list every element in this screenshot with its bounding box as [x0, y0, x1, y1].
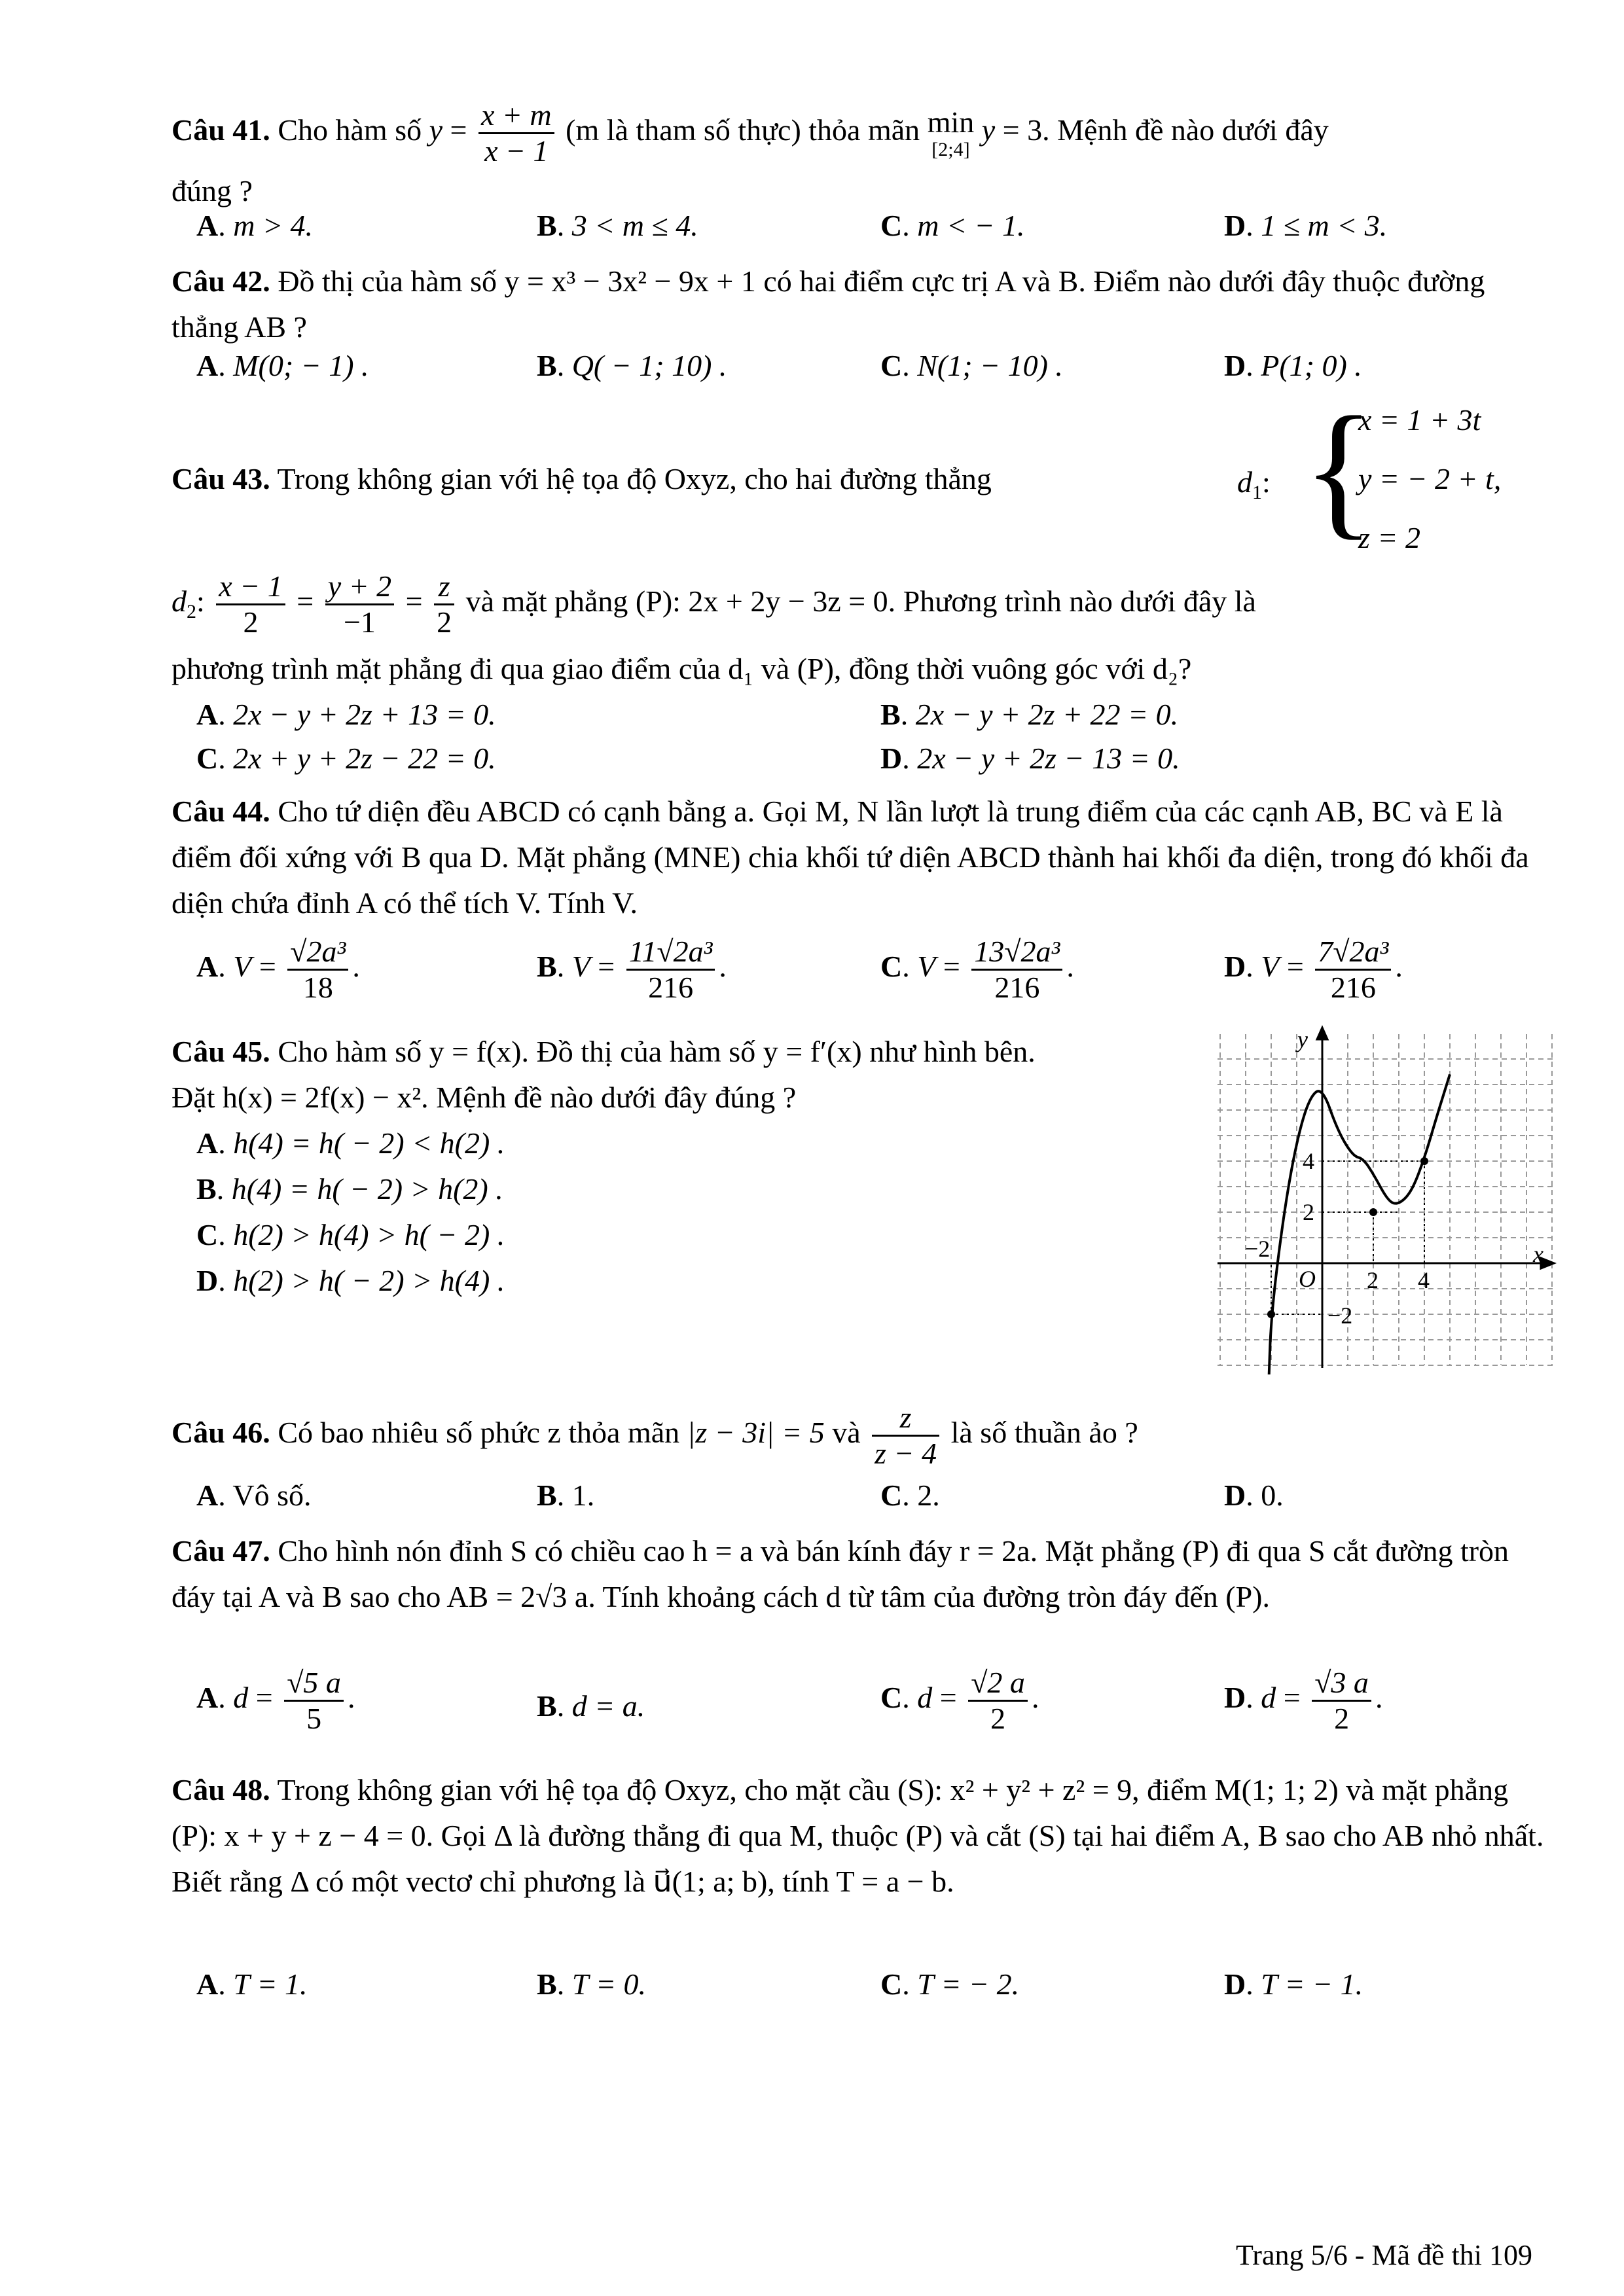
axis-arrows	[1317, 1028, 1554, 1268]
option-b[interactable]: B. V = $\frac{\text{11√2a³}}{216}$ .	[537, 935, 727, 1004]
option-a[interactable]: A. m > 4.	[196, 209, 313, 242]
option-d[interactable]: D. d = $\frac{√3 a}{2}$ .	[1224, 1666, 1383, 1735]
option-b[interactable]: B. 1.	[537, 1479, 595, 1512]
option-c[interactable]: C. 2x + y + 2z − 22 = 0.	[196, 742, 496, 775]
y-axis-label: y	[1297, 1026, 1308, 1052]
question-47: Câu 47. Cho hình nón đỉnh S có chiều cao h = a và bán kính đáy r = 2a. Mặt phẳng (P) đi qua S cắt đường tròn đáy tại A và B sao cho AB = 2√3 a. Tính khoảng cách d từ tâm của đường tròn đáy đến (P).	[171, 1534, 1509, 1613]
fprime-curve	[1269, 1074, 1450, 1374]
system-brace: {	[1303, 386, 1375, 552]
derivative-graph	[1218, 1021, 1558, 1374]
options-47	[196, 1666, 1545, 1757]
option-d[interactable]: D. 1 ≤ m < 3.	[1224, 209, 1388, 242]
tick-label-x-neg2: −2	[1245, 1236, 1271, 1262]
question-41: Câu 41. Cho hàm số y = $\frac{x + m}{x - 1}$ (m là tham số thực) thỏa mãn min [2;4] y = 3. Mệnh đề nào dưới đây đúng ?	[171, 98, 1329, 207]
option-c[interactable]: C. N(1; − 10) .	[880, 349, 1063, 382]
x-axis-label: x	[1533, 1241, 1543, 1267]
option-a[interactable]: A. T = 1.	[196, 1967, 308, 2001]
options-48	[196, 1967, 1545, 2013]
marked-point	[1369, 1208, 1377, 1216]
option-b[interactable]: B. h(4) = h( − 2) > h(2) .	[196, 1172, 503, 1206]
option-a[interactable]: A. Vô số.	[196, 1479, 312, 1512]
tick-label-x2: 2	[1367, 1267, 1379, 1293]
option-b[interactable]: B. 3 < m ≤ 4.	[537, 209, 698, 242]
question-43-line2: $d_2$: $\frac{x - 1}{2}$ = $\frac{y + 2}{-1}$ = $\frac{z}{2}$ và mặt phẳng (P): 2x + 2y − 3z = 0. Phương trình nào dưới đây là	[171, 569, 1256, 639]
option-c[interactable]: C. m < − 1.	[880, 209, 1025, 242]
option-d[interactable]: D. 2x − y + 2z − 13 = 0.	[880, 742, 1180, 775]
question-46: Câu 46. Có bao nhiêu số phức z thỏa mãn |z − 3i| = 5 và $\frac{z}{z - 4}$ là số thuần ảo ?	[171, 1401, 1138, 1470]
option-a[interactable]: A. M(0; − 1) .	[196, 349, 369, 382]
option-d[interactable]: D. V = $\frac{\text{7√2a³}}{216}$ .	[1224, 935, 1403, 1004]
option-b[interactable]: B. Q( − 1; 10) .	[537, 349, 727, 382]
option-d[interactable]: D. T = − 1.	[1224, 1967, 1363, 2001]
tick-label-y2: 2	[1303, 1199, 1314, 1225]
options-44	[196, 935, 1545, 1026]
d1-label: $d_1$:	[1237, 465, 1271, 503]
options-41	[196, 208, 1545, 254]
system-line-2: y = − 2 + t,	[1358, 462, 1502, 495]
options-43-row1	[196, 697, 1545, 743]
option-c[interactable]: C. 2.	[880, 1479, 940, 1512]
option-b[interactable]: B. 2x − y + 2z + 22 = 0.	[880, 698, 1179, 731]
option-a[interactable]: A. h(4) = h( − 2) < h(2) .	[196, 1126, 505, 1160]
option-a[interactable]: A. 2x − y + 2z + 13 = 0.	[196, 698, 496, 731]
option-a[interactable]: A. d = $\frac{√5 a}{5}$ .	[196, 1666, 355, 1735]
option-b[interactable]: B. d = a.	[537, 1689, 645, 1723]
option-d[interactable]: D. 0.	[1224, 1479, 1284, 1512]
page-footer: Trang 5/6 - Mã đề thi 109	[1235, 2239, 1532, 2271]
fraction: $\frac{x + m}{x - 1}$	[478, 98, 554, 168]
option-c[interactable]: C. d = $\frac{√2 a}{2}$ .	[880, 1666, 1039, 1735]
options-43-row2	[196, 741, 1545, 787]
marked-point	[1267, 1310, 1275, 1318]
option-c[interactable]: C. V = $\frac{\text{13√2a³}}{216}$ .	[880, 935, 1074, 1004]
option-c[interactable]: C. T = − 2.	[880, 1967, 1020, 2001]
system-line-3: z = 2	[1358, 521, 1420, 554]
system-line-1: x = 1 + 3t	[1358, 403, 1481, 437]
option-d[interactable]: D. P(1; 0) .	[1224, 349, 1362, 382]
question-44: Câu 44. Cho tứ diện đều ABCD có cạnh bằng a. Gọi M, N lần lượt là trung điểm của các cạnh AB, BC và E là điểm đối xứng với B qua D. Mặt phẳng (MNE) chia khối tứ diện ABCD thành hai khối đa diện, trong đó khối đa diện chứa đỉnh A có thể tích V. Tính V.	[171, 795, 1529, 920]
question-48: Câu 48. Trong không gian với hệ tọa độ Oxyz, cho mặt cầu (S): x² + y² + z² = 9, điểm M(1; 1; 2) và mặt phẳng (P): x + y + z − 4 = 0. Gọi Δ là đường thẳng đi qua M, thuộc (P) và cắt (S) tại hai điểm A, B sao cho AB nhỏ nhất. Biết rằng Δ có một vectơ chỉ phương là u⃗(1; a; b), tính T = a − b.	[171, 1773, 1544, 1898]
marked-point	[1420, 1157, 1428, 1165]
tick-label-x4: 4	[1418, 1267, 1430, 1293]
question-45-line1: Câu 45. Cho hàm số y = f(x). Đồ thị của hàm số y = f′(x) như hình bên.	[171, 1035, 1036, 1068]
option-d[interactable]: D. h(2) > h( − 2) > h(4) .	[196, 1264, 505, 1297]
origin-label: O	[1299, 1266, 1316, 1292]
option-c[interactable]: C. h(2) > h(4) > h( − 2) .	[196, 1218, 505, 1251]
question-45-line2: Đặt h(x) = 2f(x) − x². Mệnh đề nào dưới đây đúng ?	[171, 1081, 797, 1114]
option-a[interactable]: A. V = $\frac{\text{√2a³}}{18}$ .	[196, 935, 360, 1004]
option-b[interactable]: B. T = 0.	[537, 1967, 646, 2001]
options-46	[196, 1478, 1545, 1524]
question-43-line3: phương trình mặt phẳng đi qua giao điểm của d₁ và (P), đồng thời vuông góc với d₂?	[171, 652, 1192, 685]
tick-label-y4: 4	[1303, 1148, 1314, 1174]
axis-lines	[1218, 1029, 1551, 1368]
question-42: Câu 42. Đồ thị của hàm số y = x³ − 3x² − 9x + 1 có hai điểm cực trị A và B. Điểm nào dưới đây thuộc đường thẳng AB ?	[171, 264, 1485, 344]
question-43-line1: Câu 43. Trong không gian với hệ tọa độ Oxyz, cho hai đường thẳng	[171, 462, 992, 495]
tick-label-y-neg2: −2	[1327, 1302, 1353, 1329]
